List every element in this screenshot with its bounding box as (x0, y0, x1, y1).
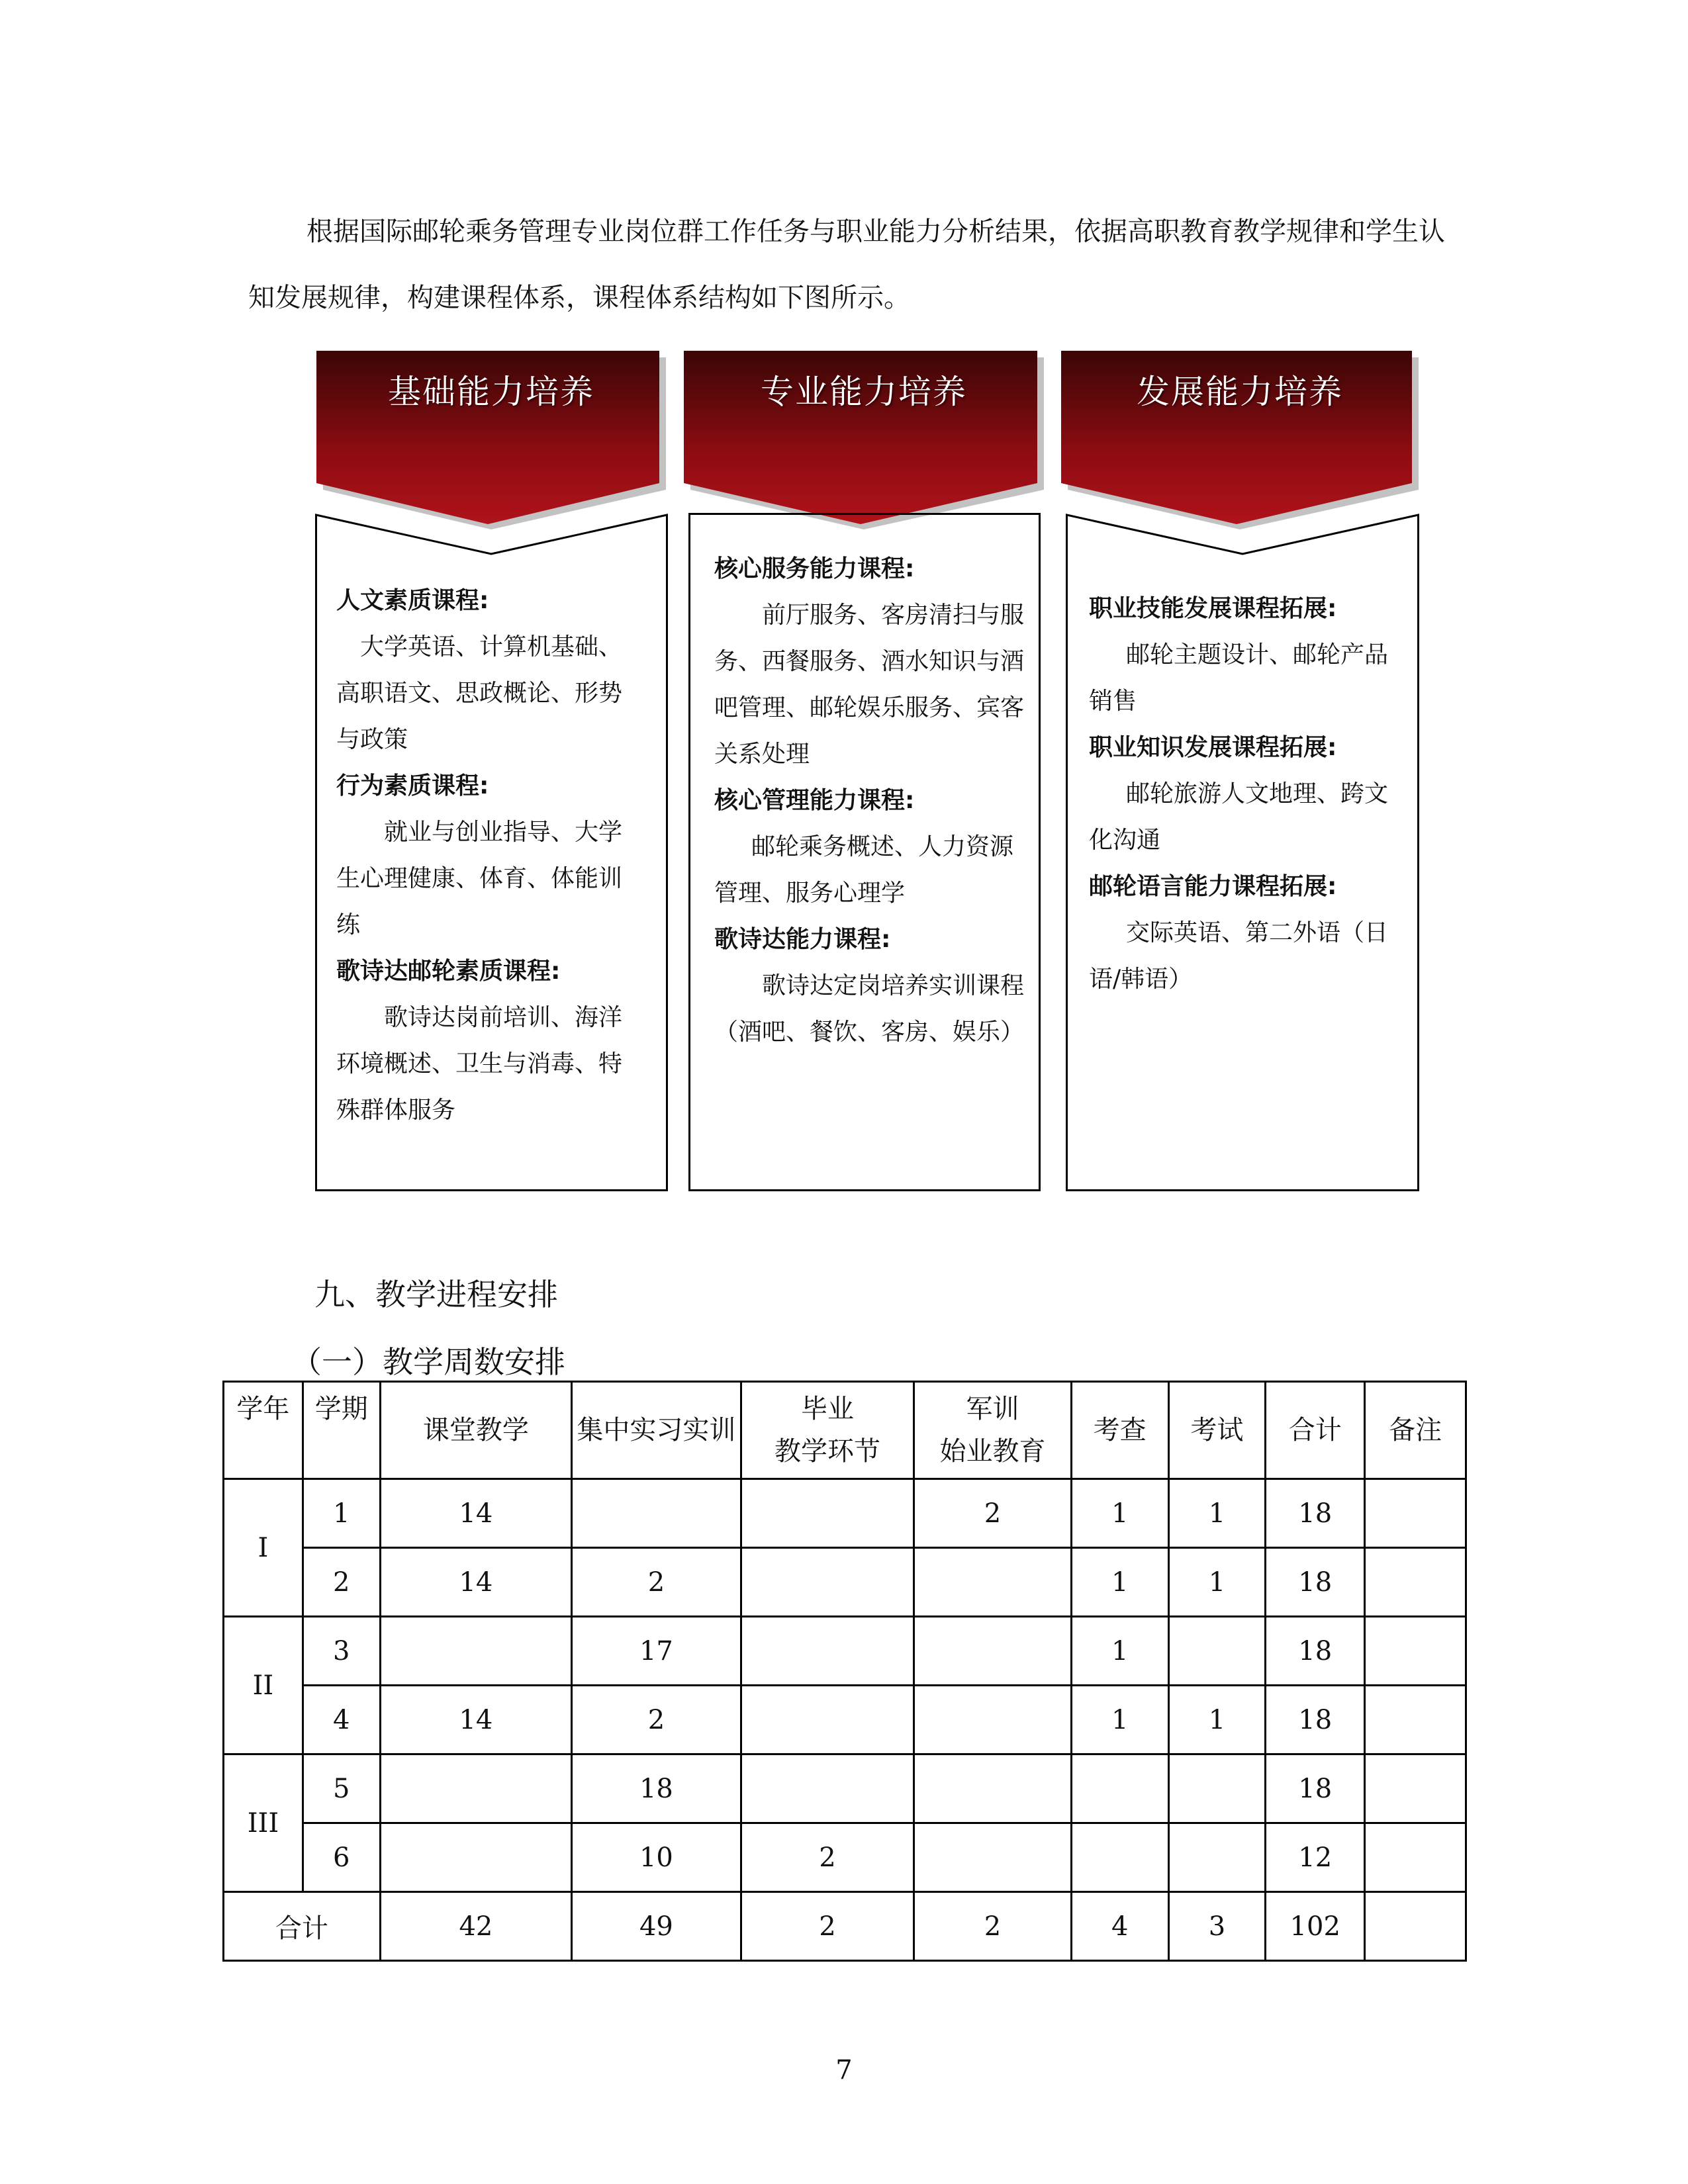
header-cell: 毕业 教学环节 (741, 1382, 914, 1479)
category-courses: 邮轮主题设计、邮轮产品销售 (1089, 641, 1389, 715)
table-cell: 14 (380, 1686, 571, 1754)
section-heading: 九、教学进程安排 (314, 1277, 558, 1312)
year-cell: II (224, 1617, 303, 1754)
table-cell: 2 (303, 1548, 380, 1617)
table-row (224, 1617, 1466, 1686)
table-cell: 18 (1266, 1686, 1365, 1754)
table-cell (741, 1479, 914, 1548)
box-development (1066, 513, 1419, 1191)
table-cell (1365, 1686, 1466, 1754)
table-cell (741, 1617, 914, 1686)
total-cell: 42 (380, 1892, 571, 1961)
banner-title: 基础能力培养 (388, 373, 594, 411)
total-cell: 49 (572, 1892, 741, 1961)
table-cell: 10 (572, 1823, 741, 1892)
box-professional (688, 513, 1041, 1191)
header-cell: 备注 (1365, 1382, 1466, 1479)
category-label: 邮轮语言能力课程拓展: (1089, 873, 1337, 900)
box-basic (315, 513, 668, 1191)
table-cell: 18 (1266, 1754, 1365, 1823)
table-row (224, 1548, 1466, 1617)
table-cell: 2 (741, 1823, 914, 1892)
category-label: 核心服务能力课程: (714, 555, 915, 582)
year-cell: III (224, 1754, 303, 1892)
banner-title: 发展能力培养 (1137, 373, 1343, 411)
table-cell (914, 1754, 1072, 1823)
table-cell (1168, 1754, 1266, 1823)
category-courses: 就业与创业指导、大学生心理健康、体育、体能训练 (336, 819, 623, 938)
total-cell: 4 (1071, 1892, 1168, 1961)
table-cell: 3 (303, 1617, 380, 1686)
table-cell (1168, 1823, 1266, 1892)
table-cell: 18 (1266, 1548, 1365, 1617)
table-cell: 1 (1071, 1617, 1168, 1686)
table-cell: 1 (1071, 1479, 1168, 1548)
table-cell (380, 1754, 571, 1823)
table-cell: 14 (380, 1548, 571, 1617)
table-cell: 18 (1266, 1479, 1365, 1548)
subsection-heading: （一）教学周数安排 (291, 1344, 565, 1380)
table-cell: 18 (1266, 1617, 1365, 1686)
table-row (224, 1686, 1466, 1754)
total-cell: 3 (1168, 1892, 1266, 1961)
total-cell: 2 (914, 1892, 1072, 1961)
table-cell: 12 (1266, 1823, 1365, 1892)
header-cell: 课堂教学 (380, 1382, 571, 1479)
table-cell: 1 (1168, 1686, 1266, 1754)
table-cell: 1 (1071, 1548, 1168, 1617)
table-cell: 1 (1071, 1686, 1168, 1754)
table-cell (914, 1686, 1072, 1754)
header-cell: 考试 (1168, 1382, 1266, 1479)
category-courses: 邮轮旅游人文地理、跨文化沟通 (1089, 780, 1389, 854)
table-cell: 17 (572, 1617, 741, 1686)
category-label: 歌诗达能力课程: (714, 926, 891, 953)
table-cell: 2 (572, 1686, 741, 1754)
page-number: 7 (835, 2055, 853, 2085)
category-label: 职业技能发展课程拓展: (1089, 595, 1337, 622)
table-cell: 1 (1168, 1479, 1266, 1548)
year-cell: I (224, 1479, 303, 1617)
header-cell: 集中实习实训 (572, 1382, 741, 1479)
category-label: 核心管理能力课程: (714, 787, 915, 814)
table-row (224, 1479, 1466, 1548)
banner-development (1061, 351, 1419, 533)
table-cell (1365, 1617, 1466, 1686)
header-cell: 军训 始业教育 (914, 1382, 1072, 1479)
table-cell: 5 (303, 1754, 380, 1823)
table-cell (1365, 1823, 1466, 1892)
table-cell (914, 1548, 1072, 1617)
category-courses: 交际英语、第二外语（日语/韩语） (1089, 919, 1389, 993)
total-row (224, 1892, 1466, 1961)
category-label: 职业知识发展课程拓展: (1089, 734, 1337, 761)
intro-paragraph: 根据国际邮轮乘务管理专业岗位群工作任务与职业能力分析结果，依据高职教育教学规律和学生认知发展规律，构建课程体系，课程体系结构如下图所示。 (248, 216, 1445, 313)
category-courses: 大学英语、计算机基础、高职语文、思政概论、形势与政策 (336, 633, 623, 753)
category-courses: 歌诗达定岗培养实训课程（酒吧、餐饮、客房、娱乐） (714, 972, 1025, 1046)
table-cell (1365, 1754, 1466, 1823)
category-label: 人文素质课程: (336, 587, 489, 614)
table-cell (1071, 1754, 1168, 1823)
table-cell (914, 1823, 1072, 1892)
table-cell (572, 1479, 741, 1548)
table-cell: 2 (572, 1548, 741, 1617)
header-cell: 学期 (303, 1382, 380, 1479)
table-cell (741, 1686, 914, 1754)
table-row (224, 1823, 1466, 1892)
total-cell (1365, 1892, 1466, 1961)
table-row (224, 1754, 1466, 1823)
category-courses: 前厅服务、客房清扫与服务、西餐服务、酒水知识与酒吧管理、邮轮娱乐服务、宾客关系处理 (714, 602, 1025, 768)
banner-basic (316, 351, 666, 533)
table-cell (1168, 1617, 1266, 1686)
table-cell (1071, 1823, 1168, 1892)
header-cell: 合计 (1266, 1382, 1365, 1479)
category-courses: 歌诗达岗前培训、海洋环境概述、卫生与消毒、特殊群体服务 (336, 1004, 623, 1124)
table-cell (741, 1548, 914, 1617)
table-cell (380, 1823, 571, 1892)
table-cell: 18 (572, 1754, 741, 1823)
table-header-row (224, 1382, 1466, 1479)
table-cell (741, 1754, 914, 1823)
table-cell: 6 (303, 1823, 380, 1892)
table-cell (1365, 1479, 1466, 1548)
banner-professional (684, 351, 1044, 533)
table-cell (914, 1617, 1072, 1686)
table-cell: 4 (303, 1686, 380, 1754)
banner-title: 专业能力培养 (761, 373, 967, 411)
table-cell (380, 1617, 571, 1686)
category-label: 歌诗达邮轮素质课程: (336, 958, 561, 985)
category-courses: 邮轮乘务概述、人力资源管理、服务心理学 (714, 833, 1014, 907)
table-cell: 1 (1168, 1548, 1266, 1617)
total-label: 合计 (224, 1892, 381, 1961)
table-cell: 1 (303, 1479, 380, 1548)
table-cell: 14 (380, 1479, 571, 1548)
table-cell: 2 (914, 1479, 1072, 1548)
table-cell (1365, 1548, 1466, 1617)
header-cell: 学年 (224, 1382, 303, 1479)
total-cell: 2 (741, 1892, 914, 1961)
total-cell: 102 (1266, 1892, 1365, 1961)
category-label: 行为素质课程: (336, 772, 489, 799)
teaching-weeks-table (222, 1381, 1467, 1962)
header-cell: 考查 (1071, 1382, 1168, 1479)
